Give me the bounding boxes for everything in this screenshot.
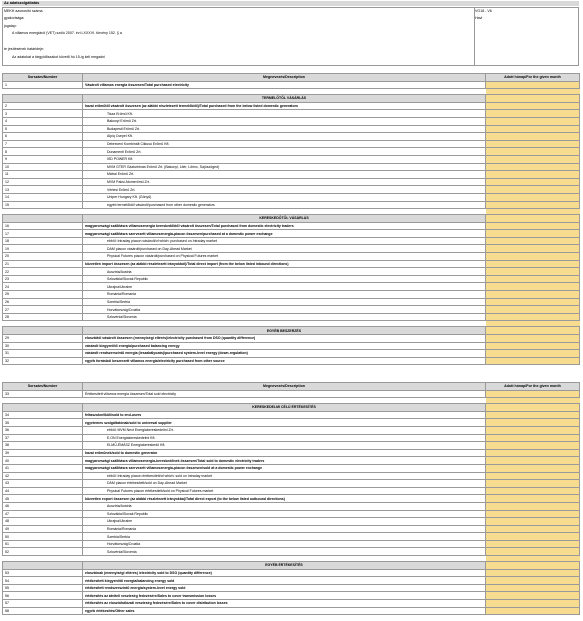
table-row <box>3 148 580 156</box>
table-row <box>3 480 580 488</box>
row-description: E.ON Energiakereskedelmi Kft. <box>83 434 486 442</box>
table-row <box>3 449 580 457</box>
row-description: ISD POWER Kft. <box>83 155 486 163</box>
table-row <box>3 411 580 419</box>
info-label: A villamos energiáról (VET) szóló 2007. évi LXXXVI. törvény 152. § a <box>12 31 122 35</box>
row-number: 34 <box>3 411 83 419</box>
table-row <box>3 283 580 291</box>
table-row <box>3 291 580 299</box>
row-number: 9 <box>3 155 83 163</box>
info-label: te jesítésének határideje: <box>4 47 44 51</box>
row-description: ELMŰ-ÉMÁSZ Energiakereskedő Kft. <box>83 442 486 450</box>
row-description: magyarországi szállításra villamosenergia-kereskedőnek összesen/Total sold to domestic electricity traders <box>83 457 486 465</box>
row-description: hazai erőműnek/sold to domestic generator <box>83 449 486 457</box>
row-description: Ausztria/Austria <box>83 268 486 276</box>
value-input-cell[interactable] <box>486 163 580 171</box>
row-description: vásárolt kiegyenlítő energia/purchased balancing energy <box>83 342 486 350</box>
row-number: 35 <box>3 419 83 427</box>
form-title: Az adatszolgáltatás <box>2 1 579 6</box>
section-title: EGYÉB BESZERZÉS <box>83 327 486 335</box>
col-header-value: Adott hónap/For the given month <box>486 74 580 82</box>
row-description: Ukrajna/Ukraine <box>83 518 486 526</box>
value-input-cell[interactable] <box>486 495 580 503</box>
table-row <box>3 350 580 358</box>
table-row <box>3 193 580 201</box>
info-value: Havi <box>475 16 483 20</box>
value-input-cell[interactable] <box>486 260 580 268</box>
value-input-cell[interactable] <box>486 275 580 283</box>
info-label: Az adatokat a tárgyidőszakot követő hó 15-ig kell megadni <box>12 55 105 59</box>
col-header-number: Sorszám/Number <box>3 383 83 391</box>
table-row <box>3 163 580 171</box>
value-input-cell[interactable] <box>486 237 580 245</box>
value-input-cell[interactable] <box>486 518 580 526</box>
value-input-cell[interactable] <box>486 449 580 457</box>
row-number: 3 <box>3 110 83 118</box>
row-description: egyéb forrásból beszerzett villamos energia/electricity purchased from other source <box>83 357 486 365</box>
table-row <box>3 110 580 118</box>
row-number: 22 <box>3 268 83 276</box>
table-row <box>3 487 580 495</box>
row-description: Alpiq Csepel Kft. <box>83 133 486 141</box>
table-row <box>3 298 580 306</box>
table-row <box>3 117 580 125</box>
value-input-cell[interactable] <box>486 186 580 194</box>
value-input-cell[interactable] <box>486 335 580 343</box>
value-input-cell[interactable] <box>486 148 580 156</box>
section-title: EGYÉB ÉRTÉKESÍTÉS <box>83 562 486 570</box>
row-description: közvetlen export összesen (az alábbi részletezett irányokba)/Total direct export (to the below listed outbound directions) <box>83 495 486 503</box>
row-description: Uniper Hungary Kft. (Gönyű) <box>83 193 486 201</box>
row-description: elosztónak (mennyiségi eltérés) /electricity sold to DSO (quantity difference) <box>83 569 486 577</box>
row-number: 16 <box>3 222 83 230</box>
section-header-row <box>3 215 580 223</box>
row-number: 57 <box>3 600 83 608</box>
value-input-cell[interactable] <box>486 313 580 321</box>
table-row <box>3 342 580 350</box>
row-number: 23 <box>3 275 83 283</box>
table-row <box>3 533 580 541</box>
value-input-cell[interactable] <box>486 487 580 495</box>
value-input-cell[interactable] <box>486 480 580 488</box>
table-row <box>3 178 580 186</box>
value-input-cell[interactable] <box>486 464 580 472</box>
row-description: Bakonyi Erőmű Zrt. <box>83 117 486 125</box>
row-number: 50 <box>3 533 83 541</box>
value-input-cell[interactable] <box>486 81 580 89</box>
value-input-cell[interactable] <box>486 222 580 230</box>
table-row <box>3 525 580 533</box>
value-input-cell[interactable] <box>486 411 580 419</box>
row-description: DAM piacon vásárolt/purchased on Day-Ahead Market <box>83 245 486 253</box>
table-row <box>3 457 580 465</box>
row-description: Értékesített villamos energia összesen/Total sold electricity <box>83 390 486 398</box>
table-row <box>3 464 580 472</box>
table-row <box>3 237 580 245</box>
row-number: 48 <box>3 518 83 526</box>
row-number: 29 <box>3 335 83 343</box>
table-row <box>3 426 580 434</box>
section-header-row <box>3 327 580 335</box>
row-description: közvetlen import összesen (az alábbi részletezett irányokból)/Total direct import (from the below listed inbound directions) <box>83 260 486 268</box>
row-description: Szlovákia/Slovak Republic <box>83 510 486 518</box>
info-label: gyakorisága: <box>4 16 25 20</box>
row-description: MVM GTER Gázturbinás Erőmű Zrt. (Bakonyi, Litér, Lőrinc, Sajószöged) <box>83 163 486 171</box>
row-number: 19 <box>3 245 83 253</box>
row-description: ebből: Intraday piacon értékesített/of which: sold on Intraday market <box>83 472 486 480</box>
value-input-cell[interactable] <box>486 268 580 276</box>
value-input-cell[interactable] <box>486 390 580 398</box>
row-number: 31 <box>3 350 83 358</box>
row-description: Mátrai Erőmű Zrt. <box>83 171 486 179</box>
row-description: DAM piacon értékesített/sold on Day-Ahead Market <box>83 480 486 488</box>
row-number: 56 <box>3 592 83 600</box>
row-number: 44 <box>3 487 83 495</box>
row-description: Szerbia/Serbia <box>83 533 486 541</box>
value-input-cell[interactable] <box>486 442 580 450</box>
table-row <box>3 245 580 253</box>
table-row <box>3 140 580 148</box>
row-number: 10 <box>3 163 83 171</box>
row-number: 1 <box>3 81 83 89</box>
value-input-cell[interactable] <box>486 253 580 261</box>
row-number: 7 <box>3 140 83 148</box>
row-number: 28 <box>3 313 83 321</box>
row-number: 40 <box>3 457 83 465</box>
row-description: magyarországi szállításra villamosenergia kereskedőktől vásárolt összesen/Total purchased from domestic electricity traders <box>83 222 486 230</box>
section-header-row <box>3 404 580 412</box>
table-row <box>3 510 580 518</box>
table-row <box>3 222 580 230</box>
section-title: KERESKEDŐTŐL VÁSÁRLÁS <box>83 215 486 223</box>
section-title: KERESKEDELMI CÉLÚ ÉRTÉKESÍTÉS <box>83 404 486 412</box>
table-row <box>3 260 580 268</box>
row-number: 36 <box>3 426 83 434</box>
row-description: hazai erőműtől vásárolt összesen (az alábbi részletezett termelőktől)/Total purchased from the below listed domestic generators <box>83 102 486 110</box>
value-input-cell[interactable] <box>486 426 580 434</box>
row-number: 4 <box>3 117 83 125</box>
row-number: 49 <box>3 525 83 533</box>
info-label: jogalap: <box>4 24 17 28</box>
value-input-cell[interactable] <box>486 291 580 299</box>
row-description: értékesítés az elosztóhálózati veszteség fedezésére/Sales to cover distribution losses <box>83 600 486 608</box>
section-header-row <box>3 562 580 570</box>
value-input-cell[interactable] <box>486 178 580 186</box>
value-input-cell[interactable] <box>486 140 580 148</box>
row-description: Vértesi Erőmű Zrt. <box>83 186 486 194</box>
value-input-cell[interactable] <box>486 298 580 306</box>
row-number: 8 <box>3 148 83 156</box>
row-number: 38 <box>3 442 83 450</box>
table-row <box>3 102 580 110</box>
row-number: 46 <box>3 502 83 510</box>
value-input-cell[interactable] <box>486 133 580 141</box>
row-number: 21 <box>3 260 83 268</box>
row-number: 20 <box>3 253 83 261</box>
table-row <box>3 313 580 321</box>
section-title: TERMELŐTŐL VÁSÁRLÁS <box>83 95 486 103</box>
row-number: 54 <box>3 577 83 585</box>
row-description: ebből: Intraday piacon vásárolt/of which: purchased on Intraday market <box>83 237 486 245</box>
row-number: 6 <box>3 133 83 141</box>
section-header-row <box>3 95 580 103</box>
table-row <box>3 569 580 577</box>
row-description: elosztótól vásárolt összesen (mennyiségi eltérés)/electricity purchased from DSO (quantity difference) <box>83 335 486 343</box>
table-row <box>3 186 580 194</box>
value-input-cell[interactable] <box>486 102 580 110</box>
row-description: Horvátország/Croatia <box>83 306 486 314</box>
col-header-value: Adott hónap/For the given month <box>486 383 580 391</box>
value-input-cell[interactable] <box>486 510 580 518</box>
row-description: Románia/Romania <box>83 291 486 299</box>
row-description: értékesített kiegyenlítő energia/balancing energy sold <box>83 577 486 585</box>
value-input-cell[interactable] <box>486 548 580 556</box>
table-row <box>3 275 580 283</box>
table-row <box>3 577 580 585</box>
table-row <box>3 548 580 556</box>
row-description: Budapesti Erőmű Zrt. <box>83 125 486 133</box>
value-input-cell[interactable] <box>486 201 580 209</box>
row-description: Ausztria/Austria <box>83 502 486 510</box>
value-input-cell[interactable] <box>486 569 580 577</box>
table-row <box>3 230 580 238</box>
value-input-cell[interactable] <box>486 600 580 608</box>
row-description: vásárolt rendszerszintű energia (leszabályozás)/purchased system-level energy (down-regulation) <box>83 350 486 358</box>
row-number: 47 <box>3 510 83 518</box>
value-input-cell[interactable] <box>486 457 580 465</box>
row-number: 18 <box>3 237 83 245</box>
value-input-cell[interactable] <box>486 525 580 533</box>
value-input-cell[interactable] <box>486 607 580 615</box>
table-row <box>3 268 580 276</box>
row-number: 14 <box>3 193 83 201</box>
row-number: 51 <box>3 540 83 548</box>
row-number: 52 <box>3 548 83 556</box>
table-row <box>3 607 580 615</box>
table-row <box>3 155 580 163</box>
table-row <box>3 201 580 209</box>
row-description: feltaszoknélküli/sold to end-users <box>83 411 486 419</box>
row-description: Physical Futures piacon vásárolt/purchased on Physical Futures market <box>83 253 486 261</box>
row-number: 53 <box>3 569 83 577</box>
row-description: Tisza Erőmű Kft. <box>83 110 486 118</box>
table-row <box>3 306 580 314</box>
value-input-cell[interactable] <box>486 171 580 179</box>
row-number: 12 <box>3 178 83 186</box>
row-number: 25 <box>3 291 83 299</box>
value-input-cell[interactable] <box>486 117 580 125</box>
row-number: 2 <box>3 102 83 110</box>
table-row <box>3 253 580 261</box>
info-label: MEKH azonosító száma <box>4 9 43 13</box>
value-input-cell[interactable] <box>486 230 580 238</box>
row-description: Szlovénia/Slovenia <box>83 548 486 556</box>
value-input-cell[interactable] <box>486 125 580 133</box>
info-value: VG18 - V6 <box>475 9 492 13</box>
row-description: Horvátország/Croatia <box>83 540 486 548</box>
row-number: 27 <box>3 306 83 314</box>
row-description: egyéb termelőktől vásárolt/purchased from other domestic generators <box>83 201 486 209</box>
row-description: Vásárolt villamos energia összesen/Total purchased electricity <box>83 81 486 89</box>
row-number: 17 <box>3 230 83 238</box>
table-row <box>3 81 580 89</box>
row-description: magyarországi szállításra szervezett villamosenergia-piacon összesen/purchased at a domestic power exchange <box>83 230 486 238</box>
value-input-cell[interactable] <box>486 110 580 118</box>
value-input-cell[interactable] <box>486 342 580 350</box>
value-input-cell[interactable] <box>486 533 580 541</box>
row-description: Debreceni Kombinált Ciklusú Erőmű Kft. <box>83 140 486 148</box>
row-description: egyéb értékesítés/Other sales <box>83 607 486 615</box>
table-row <box>3 592 580 600</box>
row-number: 24 <box>3 283 83 291</box>
row-description: értékesített rendszerszintű energia/system-level energy sold <box>83 584 486 592</box>
value-input-cell[interactable] <box>486 419 580 427</box>
row-number: 5 <box>3 125 83 133</box>
row-description: Physical Futures piacon értékesített/sold on Physical Futures market <box>83 487 486 495</box>
row-description: értékesítés az átviteli veszteség fedezésére/Sales to cover transmission losses <box>83 592 486 600</box>
col-header-description: Megnevezés/Description <box>83 383 486 391</box>
sales-table <box>2 382 580 615</box>
table-row <box>3 472 580 480</box>
table-row <box>3 125 580 133</box>
table-row <box>3 419 580 427</box>
table-row <box>3 495 580 503</box>
row-description: MVM Paksi Atomerőmű Zrt. <box>83 178 486 186</box>
row-number: 15 <box>3 201 83 209</box>
row-number: 11 <box>3 171 83 179</box>
table-row <box>3 442 580 450</box>
table-row <box>3 434 580 442</box>
value-input-cell[interactable] <box>486 540 580 548</box>
value-input-cell[interactable] <box>486 155 580 163</box>
table-row <box>3 357 580 365</box>
row-number: 41 <box>3 464 83 472</box>
row-description: magyarországi szállításra szervezett villamosenergia-piacon összesen/sold at a domestic power exchange <box>83 464 486 472</box>
row-description: Szlovénia/Slovenia <box>83 313 486 321</box>
table-row <box>3 502 580 510</box>
table-row <box>3 133 580 141</box>
row-description: Ukrajna/Ukraine <box>83 283 486 291</box>
row-description: egyetemes szolgáltatónak/sold to universal supplier <box>83 419 486 427</box>
row-number: 58 <box>3 607 83 615</box>
row-number: 43 <box>3 480 83 488</box>
value-input-cell[interactable] <box>486 434 580 442</box>
row-number: 30 <box>3 342 83 350</box>
row-description: Szlovákia/Slovak Republic <box>83 275 486 283</box>
value-input-cell[interactable] <box>486 283 580 291</box>
row-description: ebből: MVM Next Energiakereskedelmi Zrt. <box>83 426 486 434</box>
value-input-cell[interactable] <box>486 357 580 365</box>
row-number: 32 <box>3 357 83 365</box>
row-number: 42 <box>3 472 83 480</box>
value-input-cell[interactable] <box>486 592 580 600</box>
value-input-cell[interactable] <box>486 577 580 585</box>
table-row <box>3 600 580 608</box>
row-description: Románia/Romania <box>83 525 486 533</box>
row-description: Dunamenti Erőmű Zrt. <box>83 148 486 156</box>
row-number: 45 <box>3 495 83 503</box>
value-input-cell[interactable] <box>486 193 580 201</box>
value-input-cell[interactable] <box>486 584 580 592</box>
value-input-cell[interactable] <box>486 350 580 358</box>
table-row <box>3 335 580 343</box>
row-number: 26 <box>3 298 83 306</box>
row-number: 33 <box>3 390 83 398</box>
row-number: 55 <box>3 584 83 592</box>
value-input-cell[interactable] <box>486 502 580 510</box>
row-number: 39 <box>3 449 83 457</box>
col-header-description: Megnevezés/Description <box>83 74 486 82</box>
table-row <box>3 171 580 179</box>
table-row <box>3 540 580 548</box>
value-input-cell[interactable] <box>486 472 580 480</box>
value-input-cell[interactable] <box>486 245 580 253</box>
purchase-table <box>2 73 580 365</box>
row-number: 37 <box>3 434 83 442</box>
value-input-cell[interactable] <box>486 306 580 314</box>
table-row <box>3 390 580 398</box>
row-number: 13 <box>3 186 83 194</box>
table-row <box>3 584 580 592</box>
table-row <box>3 518 580 526</box>
row-description: Szerbia/Serbia <box>83 298 486 306</box>
col-header-number: Sorszám/Number <box>3 74 83 82</box>
